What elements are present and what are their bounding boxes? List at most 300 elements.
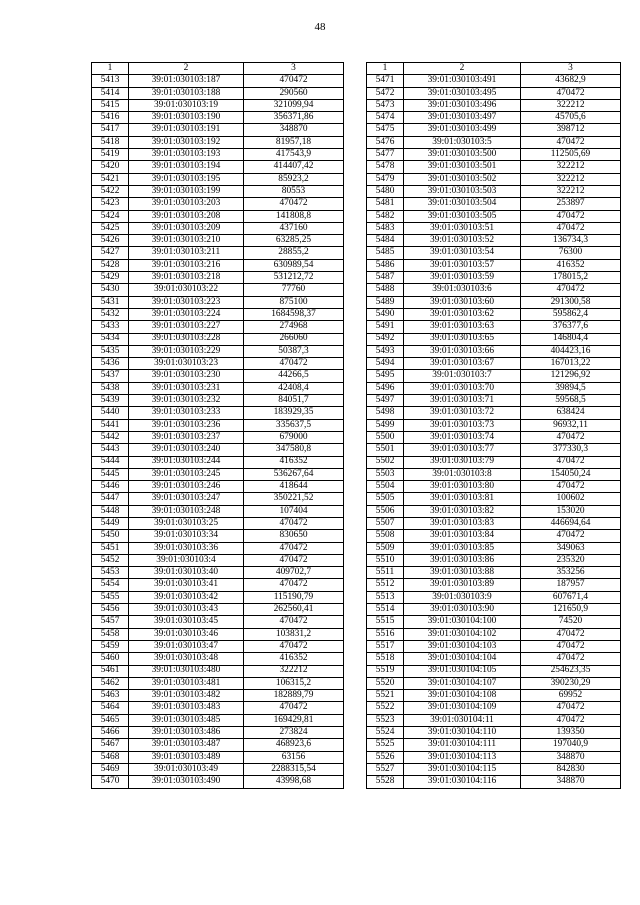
cell-number: 5419 (92, 149, 129, 161)
cell-cadastral-number: 39:01:030103:224 (129, 308, 244, 320)
cell-cadastral-number: 39:01:030103:502 (404, 173, 521, 185)
cell-number: 5528 (367, 776, 404, 788)
table-row (92, 640, 344, 652)
cell-cadastral-number: 39:01:030103:193 (129, 149, 244, 161)
cell-number: 5436 (92, 358, 129, 370)
cell-cadastral-number: 39:01:030103:77 (404, 444, 521, 456)
cell-value: 81957,18 (244, 136, 344, 148)
table-row (92, 690, 344, 702)
cell-number: 5458 (92, 628, 129, 640)
cell-cadastral-number: 39:01:030103:63 (404, 321, 521, 333)
column-header-cadastral: 2 (129, 63, 244, 75)
cell-number: 5504 (367, 481, 404, 493)
cell-number: 5506 (367, 505, 404, 517)
table-row (92, 542, 344, 554)
cell-cadastral-number: 39:01:030103:42 (129, 591, 244, 603)
cell-value: 146804,4 (521, 333, 621, 345)
table-row (92, 284, 344, 296)
cell-value: 347580,8 (244, 444, 344, 456)
cell-cadastral-number: 39:01:030103:9 (404, 591, 521, 603)
cell-number: 5427 (92, 247, 129, 259)
cell-cadastral-number: 39:01:030103:218 (129, 272, 244, 284)
table-row (367, 456, 621, 468)
cell-cadastral-number: 39:01:030103:246 (129, 481, 244, 493)
cell-cadastral-number: 39:01:030103:190 (129, 112, 244, 124)
table-row (367, 468, 621, 480)
cell-cadastral-number: 39:01:030103:74 (404, 431, 521, 443)
table-row (92, 468, 344, 480)
cell-cadastral-number: 39:01:030103:60 (404, 296, 521, 308)
cell-value: 470472 (521, 87, 621, 99)
cell-number: 5489 (367, 296, 404, 308)
cell-number: 5495 (367, 370, 404, 382)
cell-value: 69952 (521, 690, 621, 702)
cell-value: 254623,35 (521, 665, 621, 677)
cell-number: 5465 (92, 714, 129, 726)
cell-number: 5440 (92, 407, 129, 419)
cell-number: 5446 (92, 481, 129, 493)
cell-value: 470472 (521, 714, 621, 726)
cell-number: 5425 (92, 222, 129, 234)
cell-value: 28855,2 (244, 247, 344, 259)
cell-value: 335637,5 (244, 419, 344, 431)
table-row (92, 751, 344, 763)
cell-number: 5415 (92, 99, 129, 111)
cell-value: 470472 (521, 456, 621, 468)
cell-number: 5498 (367, 407, 404, 419)
cell-number: 5497 (367, 395, 404, 407)
cell-cadastral-number: 39:01:030103:82 (404, 505, 521, 517)
cell-cadastral-number: 39:01:030103:36 (129, 542, 244, 554)
table-row (367, 616, 621, 628)
table-row (92, 358, 344, 370)
cell-value: 470472 (244, 517, 344, 529)
cell-cadastral-number: 39:01:030103:188 (129, 87, 244, 99)
cell-number: 5426 (92, 235, 129, 247)
cell-cadastral-number: 39:01:030103:72 (404, 407, 521, 419)
cell-value: 235320 (521, 554, 621, 566)
cell-number: 5526 (367, 751, 404, 763)
cell-number: 5455 (92, 591, 129, 603)
cell-number: 5479 (367, 173, 404, 185)
cell-cadastral-number: 39:01:030103:237 (129, 431, 244, 443)
cell-cadastral-number: 39:01:030103:486 (129, 727, 244, 739)
cell-cadastral-number: 39:01:030103:195 (129, 173, 244, 185)
table-row (367, 149, 621, 161)
table-row (92, 530, 344, 542)
cell-number: 5496 (367, 382, 404, 394)
cell-cadastral-number: 39:01:030104:102 (404, 628, 521, 640)
cell-value: 531212,72 (244, 272, 344, 284)
cell-value: 409702,7 (244, 567, 344, 579)
cell-cadastral-number: 39:01:030104:103 (404, 640, 521, 652)
cell-cadastral-number: 39:01:030103:240 (129, 444, 244, 456)
left-table-body (92, 75, 344, 788)
cell-number: 5484 (367, 235, 404, 247)
table-row (367, 677, 621, 689)
cell-number: 5512 (367, 579, 404, 591)
cell-value: 74520 (521, 616, 621, 628)
table-row (92, 505, 344, 517)
cell-cadastral-number: 39:01:030103:52 (404, 235, 521, 247)
table-row (92, 370, 344, 382)
cell-value: 169429,81 (244, 714, 344, 726)
cell-cadastral-number: 39:01:030103:62 (404, 308, 521, 320)
table-row (367, 727, 621, 739)
cell-number: 5463 (92, 690, 129, 702)
cell-number: 5416 (92, 112, 129, 124)
cell-number: 5442 (92, 431, 129, 443)
table-row (367, 173, 621, 185)
table-row (367, 370, 621, 382)
cell-value: 470472 (521, 222, 621, 234)
cell-value: 187957 (521, 579, 621, 591)
cell-cadastral-number: 39:01:030103:489 (129, 751, 244, 763)
table-row (92, 259, 344, 271)
table-row (367, 567, 621, 579)
cell-number: 5516 (367, 628, 404, 640)
cell-value: 106315,2 (244, 677, 344, 689)
table-row (367, 161, 621, 173)
table-row (92, 702, 344, 714)
cell-number: 5477 (367, 149, 404, 161)
cell-cadastral-number: 39:01:030103:230 (129, 370, 244, 382)
cell-cadastral-number: 39:01:030103:192 (129, 136, 244, 148)
cell-number: 5490 (367, 308, 404, 320)
cell-cadastral-number: 39:01:030103:19 (129, 99, 244, 111)
table-row (367, 198, 621, 210)
cell-cadastral-number: 39:01:030103:88 (404, 567, 521, 579)
cell-cadastral-number: 39:01:030103:86 (404, 554, 521, 566)
cell-cadastral-number: 39:01:030104:110 (404, 727, 521, 739)
cell-cadastral-number: 39:01:030103:500 (404, 149, 521, 161)
cell-number: 5473 (367, 99, 404, 111)
table-row (367, 542, 621, 554)
cell-cadastral-number: 39:01:030104:104 (404, 653, 521, 665)
cell-number: 5515 (367, 616, 404, 628)
table-row (92, 161, 344, 173)
cell-value: 607671,4 (521, 591, 621, 603)
cell-value: 470472 (244, 554, 344, 566)
cell-value: 470472 (244, 358, 344, 370)
cell-number: 5525 (367, 739, 404, 751)
table-row (367, 763, 621, 775)
cell-number: 5431 (92, 296, 129, 308)
table-row (367, 235, 621, 247)
cell-number: 5453 (92, 567, 129, 579)
table-row (367, 112, 621, 124)
cell-number: 5501 (367, 444, 404, 456)
cell-value: 107404 (244, 505, 344, 517)
table-row (92, 136, 344, 148)
cell-value: 842830 (521, 763, 621, 775)
cell-cadastral-number: 39:01:030103:40 (129, 567, 244, 579)
cell-cadastral-number: 39:01:030103:236 (129, 419, 244, 431)
cell-number: 5422 (92, 185, 129, 197)
cell-cadastral-number: 39:01:030103:41 (129, 579, 244, 591)
cell-number: 5483 (367, 222, 404, 234)
cell-value: 350221,52 (244, 493, 344, 505)
cell-value: 262560,41 (244, 604, 344, 616)
table-row (92, 198, 344, 210)
cell-value: 266060 (244, 333, 344, 345)
cell-number: 5439 (92, 395, 129, 407)
cell-value: 470472 (521, 481, 621, 493)
cell-cadastral-number: 39:01:030103:65 (404, 333, 521, 345)
left-register-table (91, 62, 344, 789)
cell-cadastral-number: 39:01:030103:57 (404, 259, 521, 271)
column-header-value: 3 (244, 63, 344, 75)
cell-cadastral-number: 39:01:030104:11 (404, 714, 521, 726)
table-row (367, 419, 621, 431)
table-row (92, 554, 344, 566)
table-row (92, 333, 344, 345)
cell-cadastral-number: 39:01:030103:54 (404, 247, 521, 259)
cell-cadastral-number: 39:01:030103:23 (129, 358, 244, 370)
cell-value: 139350 (521, 727, 621, 739)
cell-cadastral-number: 39:01:030103:49 (129, 763, 244, 775)
cell-number: 5499 (367, 419, 404, 431)
cell-cadastral-number: 39:01:030103:211 (129, 247, 244, 259)
cell-number: 5429 (92, 272, 129, 284)
cell-cadastral-number: 39:01:030103:233 (129, 407, 244, 419)
table-row (367, 640, 621, 652)
cell-cadastral-number: 39:01:030103:497 (404, 112, 521, 124)
table-row (92, 112, 344, 124)
table-row (92, 431, 344, 443)
cell-number: 5494 (367, 358, 404, 370)
cell-value: 377330,3 (521, 444, 621, 456)
table-row (92, 296, 344, 308)
table-row (92, 481, 344, 493)
cell-value: 274968 (244, 321, 344, 333)
cell-number: 5457 (92, 616, 129, 628)
table-row (367, 739, 621, 751)
table-row (92, 604, 344, 616)
table-row (367, 530, 621, 542)
cell-number: 5487 (367, 272, 404, 284)
cell-cadastral-number: 39:01:030103:70 (404, 382, 521, 394)
cell-value: 398712 (521, 124, 621, 136)
cell-number: 5493 (367, 345, 404, 357)
table-row (92, 247, 344, 259)
table-row (92, 235, 344, 247)
cell-value: 273824 (244, 727, 344, 739)
table-row (92, 517, 344, 529)
cell-cadastral-number: 39:01:030103:499 (404, 124, 521, 136)
cell-number: 5520 (367, 677, 404, 689)
cell-value: 182889,79 (244, 690, 344, 702)
cell-number: 5430 (92, 284, 129, 296)
cell-cadastral-number: 39:01:030103:482 (129, 690, 244, 702)
cell-value: 595862,4 (521, 308, 621, 320)
page-number: 48 (314, 21, 326, 33)
cell-cadastral-number: 39:01:030103:491 (404, 75, 521, 87)
cell-value: 470472 (521, 284, 621, 296)
cell-number: 5434 (92, 333, 129, 345)
cell-number: 5521 (367, 690, 404, 702)
cell-value: 470472 (521, 702, 621, 714)
table-row (367, 751, 621, 763)
cell-value: 416352 (521, 259, 621, 271)
table-row (92, 727, 344, 739)
cell-value: 178015,2 (521, 272, 621, 284)
cell-value: 470472 (521, 136, 621, 148)
cell-cadastral-number: 39:01:030103:67 (404, 358, 521, 370)
cell-value: 414407,42 (244, 161, 344, 173)
cell-value: 112505,69 (521, 149, 621, 161)
table-row (367, 284, 621, 296)
cell-cadastral-number: 39:01:030103:483 (129, 702, 244, 714)
table-row (367, 358, 621, 370)
table-row (92, 149, 344, 161)
cell-cadastral-number: 39:01:030103:496 (404, 99, 521, 111)
cell-value: 63285,25 (244, 235, 344, 247)
cell-number: 5421 (92, 173, 129, 185)
right-table-body (367, 75, 621, 788)
cell-cadastral-number: 39:01:030103:90 (404, 604, 521, 616)
cell-cadastral-number: 39:01:030103:210 (129, 235, 244, 247)
cell-number: 5509 (367, 542, 404, 554)
cell-cadastral-number: 39:01:030103:208 (129, 210, 244, 222)
cell-value: 416352 (244, 456, 344, 468)
cell-value: 322212 (521, 99, 621, 111)
cell-value: 80553 (244, 185, 344, 197)
cell-number: 5456 (92, 604, 129, 616)
cell-value: 59568,5 (521, 395, 621, 407)
table-row (367, 604, 621, 616)
cell-number: 5418 (92, 136, 129, 148)
cell-cadastral-number: 39:01:030103:495 (404, 87, 521, 99)
table-row (92, 419, 344, 431)
cell-value: 253897 (521, 198, 621, 210)
table-row (92, 222, 344, 234)
cell-value: 96932,11 (521, 419, 621, 431)
cell-cadastral-number: 39:01:030103:503 (404, 185, 521, 197)
cell-cadastral-number: 39:01:030103:501 (404, 161, 521, 173)
table-row (92, 653, 344, 665)
cell-value: 353256 (521, 567, 621, 579)
table-row (367, 210, 621, 222)
cell-cadastral-number: 39:01:030104:115 (404, 763, 521, 775)
cell-number: 5480 (367, 185, 404, 197)
cell-value: 322212 (521, 173, 621, 185)
cell-cadastral-number: 39:01:030104:100 (404, 616, 521, 628)
cell-value: 121650,9 (521, 604, 621, 616)
cell-cadastral-number: 39:01:030103:79 (404, 456, 521, 468)
table-row (92, 99, 344, 111)
cell-value: 470472 (244, 616, 344, 628)
table-row (92, 616, 344, 628)
table-row (92, 321, 344, 333)
table-row (367, 653, 621, 665)
table-row (367, 481, 621, 493)
cell-cadastral-number: 39:01:030103:203 (129, 198, 244, 210)
cell-cadastral-number: 39:01:030103:191 (129, 124, 244, 136)
cell-cadastral-number: 39:01:030104:108 (404, 690, 521, 702)
table-row (367, 222, 621, 234)
cell-number: 5519 (367, 665, 404, 677)
cell-number: 5413 (92, 75, 129, 87)
cell-cadastral-number: 39:01:030104:113 (404, 751, 521, 763)
cell-value: 470472 (521, 653, 621, 665)
cell-number: 5450 (92, 530, 129, 542)
cell-number: 5461 (92, 665, 129, 677)
cell-number: 5417 (92, 124, 129, 136)
cell-value: 470472 (521, 530, 621, 542)
cell-number: 5423 (92, 198, 129, 210)
cell-number: 5428 (92, 259, 129, 271)
cell-number: 5454 (92, 579, 129, 591)
cell-value: 167013,22 (521, 358, 621, 370)
cell-cadastral-number: 39:01:030103:4 (129, 554, 244, 566)
cell-value: 470472 (521, 628, 621, 640)
cell-cadastral-number: 39:01:030103:51 (404, 222, 521, 234)
cell-value: 390230,29 (521, 677, 621, 689)
table-row (92, 444, 344, 456)
cell-number: 5486 (367, 259, 404, 271)
table-row (92, 345, 344, 357)
cell-cadastral-number: 39:01:030103:45 (129, 616, 244, 628)
cell-number: 5435 (92, 345, 129, 357)
table-row (92, 714, 344, 726)
cell-value: 417543,9 (244, 149, 344, 161)
cell-value: 321099,94 (244, 99, 344, 111)
cell-number: 5524 (367, 727, 404, 739)
cell-value: 376377,6 (521, 321, 621, 333)
cell-cadastral-number: 39:01:030103:244 (129, 456, 244, 468)
table-row (92, 567, 344, 579)
cell-number: 5420 (92, 161, 129, 173)
cell-number: 5448 (92, 505, 129, 517)
cell-value: 153020 (521, 505, 621, 517)
cell-cadastral-number: 39:01:030103:83 (404, 517, 521, 529)
cell-number: 5482 (367, 210, 404, 222)
cell-number: 5424 (92, 210, 129, 222)
cell-number: 5511 (367, 567, 404, 579)
cell-cadastral-number: 39:01:030103:194 (129, 161, 244, 173)
column-header-number: 1 (367, 63, 404, 75)
cell-cadastral-number: 39:01:030104:109 (404, 702, 521, 714)
cell-cadastral-number: 39:01:030104:105 (404, 665, 521, 677)
cell-cadastral-number: 39:01:030103:227 (129, 321, 244, 333)
cell-value: 536267,64 (244, 468, 344, 480)
cell-number: 5503 (367, 468, 404, 480)
cell-value: 348870 (244, 124, 344, 136)
cell-cadastral-number: 39:01:030103:480 (129, 665, 244, 677)
table-row (367, 75, 621, 87)
cell-number: 5452 (92, 554, 129, 566)
cell-cadastral-number: 39:01:030103:81 (404, 493, 521, 505)
cell-cadastral-number: 39:01:030103:248 (129, 505, 244, 517)
cell-cadastral-number: 39:01:030103:223 (129, 296, 244, 308)
cell-cadastral-number: 39:01:030103:66 (404, 345, 521, 357)
cell-value: 356371,86 (244, 112, 344, 124)
cell-value: 197040,9 (521, 739, 621, 751)
table-row (367, 345, 621, 357)
cell-cadastral-number: 39:01:030104:107 (404, 677, 521, 689)
cell-cadastral-number: 39:01:030103:247 (129, 493, 244, 505)
table-row (367, 259, 621, 271)
cell-number: 5467 (92, 739, 129, 751)
cell-number: 5505 (367, 493, 404, 505)
cell-value: 437160 (244, 222, 344, 234)
cell-cadastral-number: 39:01:030103:8 (404, 468, 521, 480)
cell-number: 5414 (92, 87, 129, 99)
cell-number: 5474 (367, 112, 404, 124)
cell-value: 2288315,54 (244, 763, 344, 775)
cell-cadastral-number: 39:01:030103:5 (404, 136, 521, 148)
